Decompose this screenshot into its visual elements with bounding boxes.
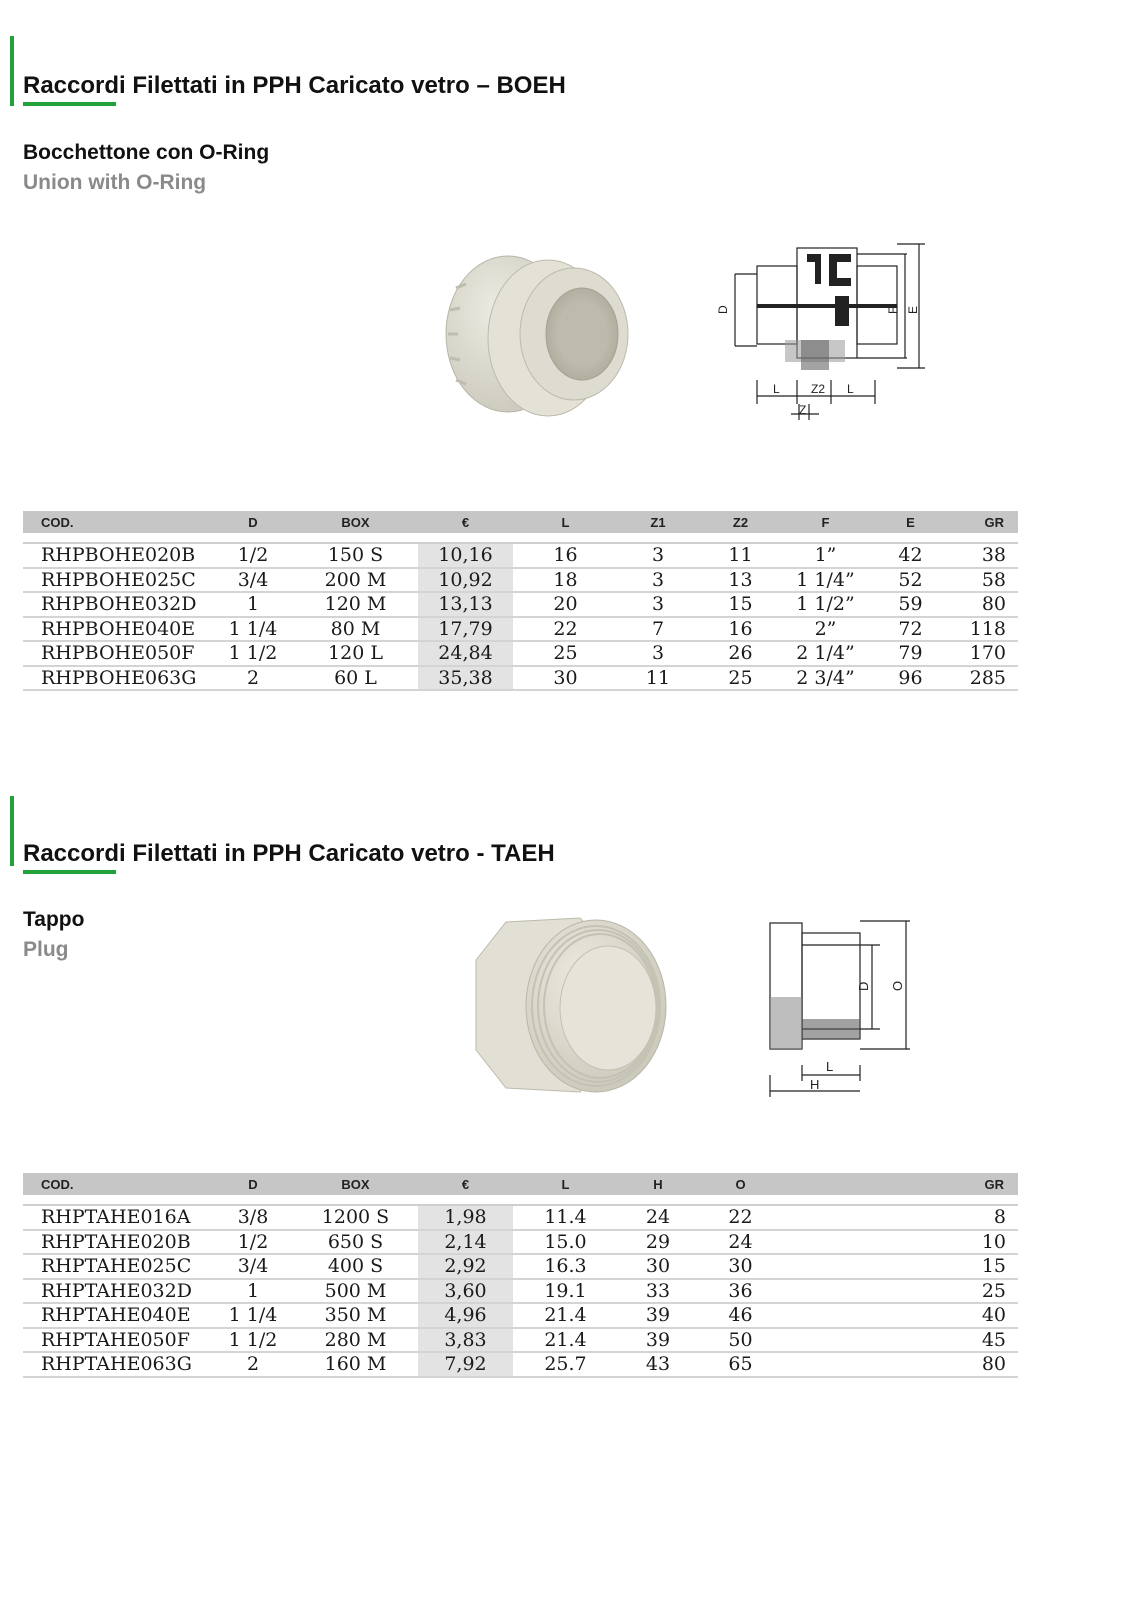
dim-label-D: D — [716, 305, 730, 314]
cell-gr: 15 — [953, 1254, 1018, 1279]
cell-empty — [868, 1205, 953, 1230]
cell-empty — [783, 1328, 868, 1353]
table-spacer — [23, 533, 1018, 543]
table-row — [23, 1254, 1018, 1279]
cell-empty — [783, 1279, 868, 1304]
section-accent-bar — [10, 796, 14, 866]
dim-label-Z2: Z2 — [811, 382, 826, 396]
cell-o: 24 — [698, 1230, 783, 1255]
table-spacer — [23, 1195, 1018, 1205]
cell-price: 10,92 — [418, 568, 513, 593]
table-row — [23, 1303, 1018, 1328]
plug-spec-table — [23, 1173, 1018, 1378]
col-header-code: COD. — [23, 511, 213, 533]
cell-gr: 10 — [953, 1230, 1018, 1255]
cell-price: 1,98 — [418, 1205, 513, 1230]
cell-empty — [783, 1230, 868, 1255]
table-header-row — [23, 511, 1018, 533]
cell-box: 120 L — [293, 641, 418, 666]
cell-d: 1 1/4 — [213, 1303, 293, 1328]
cell-price: 13,13 — [418, 592, 513, 617]
cell-z2: 26 — [698, 641, 783, 666]
cell-e: 72 — [868, 617, 953, 642]
cell-h: 30 — [618, 1254, 698, 1279]
cell-z2: 15 — [698, 592, 783, 617]
cell-empty — [868, 1254, 953, 1279]
cell-d: 3/4 — [213, 1254, 293, 1279]
cell-box: 650 S — [293, 1230, 418, 1255]
cell-d: 1 1/4 — [213, 617, 293, 642]
cell-l: 21.4 — [513, 1328, 618, 1353]
cell-h: 33 — [618, 1279, 698, 1304]
cell-price: 17,79 — [418, 617, 513, 642]
cell-d: 1 1/2 — [213, 641, 293, 666]
plug-technical-drawing — [760, 915, 920, 1105]
col-header-box: BOX — [293, 1173, 418, 1195]
cell-h: 39 — [618, 1328, 698, 1353]
cell-l: 11.4 — [513, 1205, 618, 1230]
cell-empty — [868, 1303, 953, 1328]
table-row — [23, 1205, 1018, 1230]
cell-z2: 25 — [698, 666, 783, 691]
cell-code: RHPTAHE063G — [23, 1352, 213, 1377]
cell-z2: 13 — [698, 568, 783, 593]
table-row — [23, 1279, 1018, 1304]
cell-l: 16 — [513, 543, 618, 568]
dim-label-O: O — [890, 980, 905, 991]
plug-product-photo — [468, 910, 678, 1100]
col-header-code: COD. — [23, 1173, 213, 1195]
cell-z2: 11 — [698, 543, 783, 568]
cell-d: 3/4 — [213, 568, 293, 593]
cell-o: 50 — [698, 1328, 783, 1353]
col-header-price: € — [418, 511, 513, 533]
cell-z1: 3 — [618, 641, 698, 666]
cell-o: 22 — [698, 1205, 783, 1230]
table-row — [23, 1230, 1018, 1255]
dim-label-F: F — [886, 306, 900, 314]
col-header-f: F — [783, 511, 868, 533]
cell-z1: 7 — [618, 617, 698, 642]
section-title: Raccordi Filettati in PPH Caricato vetro - TAEH — [23, 840, 555, 867]
cell-h: 39 — [618, 1303, 698, 1328]
cell-price: 3,83 — [418, 1328, 513, 1353]
col-header-z2: Z2 — [698, 511, 783, 533]
union-technical-drawing — [715, 240, 935, 425]
dim-label-L-left: L — [773, 382, 780, 396]
cell-code: RHPBOHE050F — [23, 641, 213, 666]
cell-price: 24,84 — [418, 641, 513, 666]
table-row — [23, 641, 1018, 666]
union-product-photo — [438, 248, 638, 428]
cell-gr: 45 — [953, 1328, 1018, 1353]
section-accent-bar — [10, 36, 14, 106]
cell-box: 350 M — [293, 1303, 418, 1328]
cell-l: 19.1 — [513, 1279, 618, 1304]
cell-d: 2 — [213, 1352, 293, 1377]
cell-gr: 170 — [953, 641, 1018, 666]
cell-box: 160 M — [293, 1352, 418, 1377]
cell-f: 1” — [783, 543, 868, 568]
product-name-en: Union with O-Ring — [23, 171, 207, 194]
cell-l: 25 — [513, 641, 618, 666]
cell-h: 24 — [618, 1205, 698, 1230]
product-name-en: Plug — [23, 938, 69, 961]
cell-empty — [783, 1254, 868, 1279]
cell-price: 35,38 — [418, 666, 513, 691]
cell-z1: 11 — [618, 666, 698, 691]
cell-d: 1/2 — [213, 1230, 293, 1255]
cell-d: 3/8 — [213, 1205, 293, 1230]
cell-o: 36 — [698, 1279, 783, 1304]
union-spec-table — [23, 511, 1018, 691]
cell-f: 2” — [783, 617, 868, 642]
cell-o: 65 — [698, 1352, 783, 1377]
cell-box: 60 L — [293, 666, 418, 691]
cell-empty — [868, 1279, 953, 1304]
col-header-empty — [783, 1173, 868, 1195]
cell-empty — [783, 1303, 868, 1328]
dim-label-H: H — [810, 1077, 820, 1092]
cell-f: 1 1/4” — [783, 568, 868, 593]
product-name-it: Bocchettone con O-Ring — [23, 141, 270, 164]
col-header-h: H — [618, 1173, 698, 1195]
cell-o: 30 — [698, 1254, 783, 1279]
cell-code: RHPTAHE050F — [23, 1328, 213, 1353]
dim-label-Z: Z — [799, 403, 807, 417]
cell-empty — [868, 1328, 953, 1353]
cell-box: 80 M — [293, 617, 418, 642]
cell-f: 1 1/2” — [783, 592, 868, 617]
cell-d: 2 — [213, 666, 293, 691]
cell-gr: 80 — [953, 1352, 1018, 1377]
cell-o: 46 — [698, 1303, 783, 1328]
cell-gr: 40 — [953, 1303, 1018, 1328]
cell-empty — [783, 1352, 868, 1377]
cell-h: 29 — [618, 1230, 698, 1255]
cell-gr: 118 — [953, 617, 1018, 642]
cell-z1: 3 — [618, 592, 698, 617]
cell-z1: 3 — [618, 543, 698, 568]
table-row — [23, 568, 1018, 593]
dim-label-D: D — [856, 981, 871, 991]
cell-d: 1/2 — [213, 543, 293, 568]
cell-code: RHPBOHE020B — [23, 543, 213, 568]
dim-label-L-right: L — [847, 382, 854, 396]
table-row — [23, 617, 1018, 642]
cell-gr: 58 — [953, 568, 1018, 593]
col-header-d: D — [213, 1173, 293, 1195]
cell-code: RHPBOHE025C — [23, 568, 213, 593]
cell-gr: 80 — [953, 592, 1018, 617]
cell-gr: 25 — [953, 1279, 1018, 1304]
cell-l: 16.3 — [513, 1254, 618, 1279]
table-row — [23, 1328, 1018, 1353]
col-header-gr: GR — [953, 1173, 1018, 1195]
cell-box: 500 M — [293, 1279, 418, 1304]
cell-code: RHPTAHE032D — [23, 1279, 213, 1304]
cell-l: 20 — [513, 592, 618, 617]
cell-box: 1200 S — [293, 1205, 418, 1230]
table-row — [23, 666, 1018, 691]
dim-label-E: E — [906, 305, 920, 314]
cell-f: 2 3/4” — [783, 666, 868, 691]
col-header-price: € — [418, 1173, 513, 1195]
cell-h: 43 — [618, 1352, 698, 1377]
col-header-o: O — [698, 1173, 783, 1195]
col-header-l: L — [513, 511, 618, 533]
col-header-empty — [868, 1173, 953, 1195]
cell-gr: 285 — [953, 666, 1018, 691]
col-header-gr: GR — [953, 511, 1018, 533]
cell-e: 52 — [868, 568, 953, 593]
cell-empty — [783, 1205, 868, 1230]
cell-f: 2 1/4” — [783, 641, 868, 666]
col-header-e: E — [868, 511, 953, 533]
cell-code: RHPBOHE040E — [23, 617, 213, 642]
cell-z1: 3 — [618, 568, 698, 593]
table-row — [23, 592, 1018, 617]
cell-l: 22 — [513, 617, 618, 642]
cell-gr: 38 — [953, 543, 1018, 568]
col-header-l: L — [513, 1173, 618, 1195]
cell-price: 3,60 — [418, 1279, 513, 1304]
cell-code: RHPBOHE063G — [23, 666, 213, 691]
cell-code: RHPTAHE020B — [23, 1230, 213, 1255]
cell-box: 120 M — [293, 592, 418, 617]
cell-box: 200 M — [293, 568, 418, 593]
table-header-row — [23, 1173, 1018, 1195]
cell-box: 280 M — [293, 1328, 418, 1353]
section-title-underline — [23, 870, 116, 874]
cell-price: 10,16 — [418, 543, 513, 568]
cell-e: 79 — [868, 641, 953, 666]
cell-d: 1 — [213, 592, 293, 617]
cell-l: 15.0 — [513, 1230, 618, 1255]
section-title-underline — [23, 102, 116, 106]
section-taeh — [0, 760, 1145, 1620]
table-row — [23, 543, 1018, 568]
cell-e: 96 — [868, 666, 953, 691]
cell-code: RHPTAHE040E — [23, 1303, 213, 1328]
col-header-d: D — [213, 511, 293, 533]
cell-d: 1 — [213, 1279, 293, 1304]
dim-label-L: L — [826, 1059, 834, 1074]
cell-code: RHPTAHE016A — [23, 1205, 213, 1230]
cell-price: 2,92 — [418, 1254, 513, 1279]
section-boeh — [0, 0, 1145, 760]
cell-box: 150 S — [293, 543, 418, 568]
cell-code: RHPTAHE025C — [23, 1254, 213, 1279]
cell-l: 30 — [513, 666, 618, 691]
cell-l: 18 — [513, 568, 618, 593]
cell-gr: 8 — [953, 1205, 1018, 1230]
cell-price: 7,92 — [418, 1352, 513, 1377]
cell-empty — [868, 1352, 953, 1377]
cell-box: 400 S — [293, 1254, 418, 1279]
cell-e: 42 — [868, 543, 953, 568]
col-header-box: BOX — [293, 511, 418, 533]
cell-price: 2,14 — [418, 1230, 513, 1255]
product-name-it: Tappo — [23, 908, 85, 931]
col-header-z1: Z1 — [618, 511, 698, 533]
cell-e: 59 — [868, 592, 953, 617]
cell-l: 25.7 — [513, 1352, 618, 1377]
cell-d: 1 1/2 — [213, 1328, 293, 1353]
cell-empty — [868, 1230, 953, 1255]
cell-z2: 16 — [698, 617, 783, 642]
cell-code: RHPBOHE032D — [23, 592, 213, 617]
cell-price: 4,96 — [418, 1303, 513, 1328]
section-title: Raccordi Filettati in PPH Caricato vetro – BOEH — [23, 72, 566, 99]
table-row — [23, 1352, 1018, 1377]
cell-l: 21.4 — [513, 1303, 618, 1328]
